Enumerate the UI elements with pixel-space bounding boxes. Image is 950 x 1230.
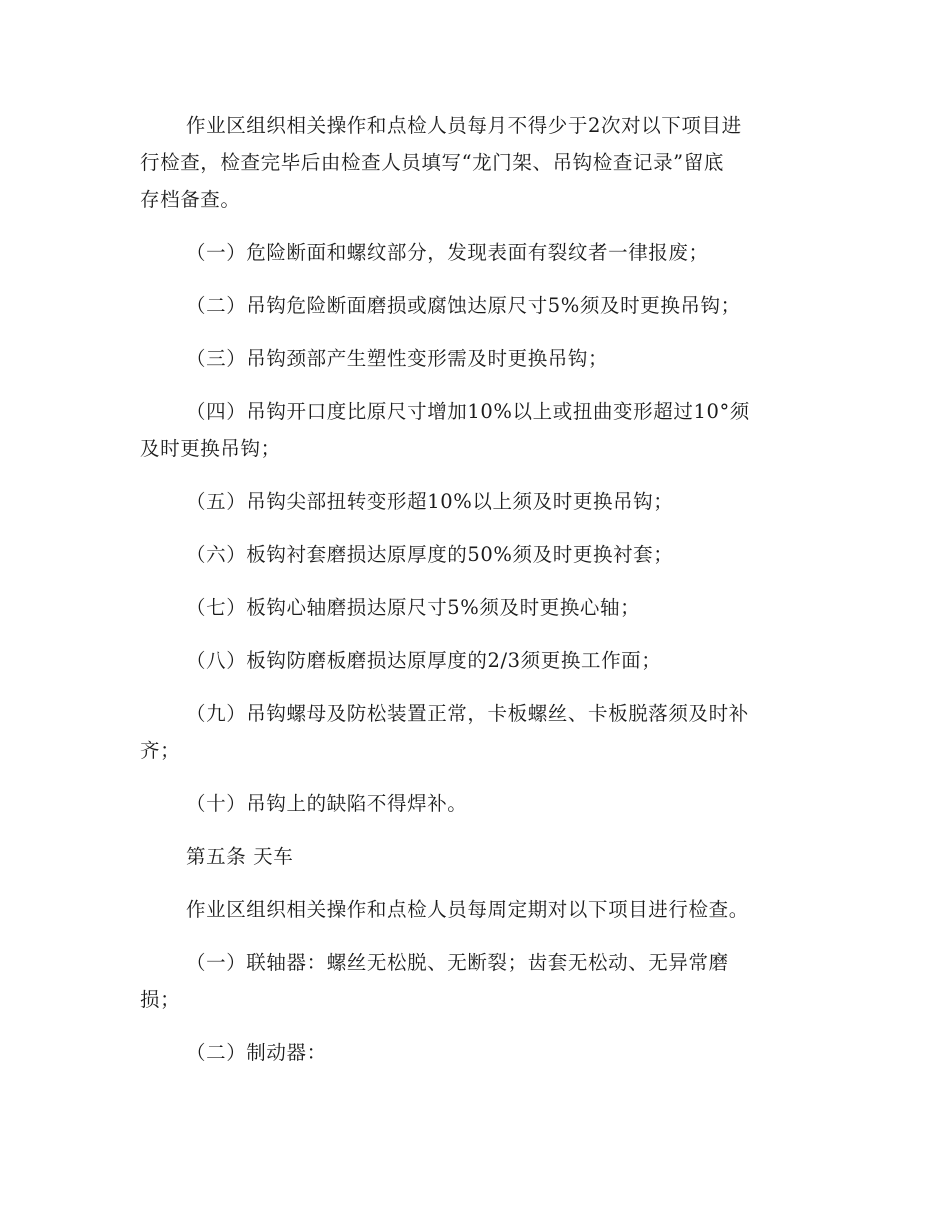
intro-line-1: 作业区组织相关操作和点检人员每月不得少于2次对以下项目进 [186, 114, 742, 137]
section-title: 第五条 天车 [186, 845, 294, 868]
hook-item-4-cont: 及时更换吊钩； [140, 437, 281, 460]
hook-item-9-cont: 齐； [140, 739, 181, 762]
hook-item-5: （五）吊钩尖部扭转变形超10%以上须及时更换吊钩； [186, 490, 674, 513]
section-intro: 作业区组织相关操作和点检人员每周定期对以下项目进行检查。 [186, 898, 749, 921]
hook-item-8: （八）板钩防磨板磨损达原厚度的2/3须更换工作面； [186, 649, 662, 672]
crane-item-1-cont: 损； [140, 988, 181, 1011]
hook-item-4: （四）吊钩开口度比原尺寸增加10%以上或扭曲变形超过10°须 [186, 400, 750, 423]
hook-item-6: （六）板钩衬套磨损达原厚度的50%须及时更换衬套； [186, 543, 674, 566]
hook-item-1: （一）危险断面和螺纹部分，发现表面有裂纹者一律报废； [186, 241, 709, 264]
hook-item-10: （十）吊钩上的缺陷不得焊补。 [186, 792, 468, 815]
intro-line-3: 存档备查。 [140, 188, 241, 211]
hook-item-2: （二）吊钩危险断面磨损或腐蚀达原尺寸5%须及时更换吊钩； [186, 294, 741, 317]
crane-item-1: （一）联轴器：螺丝无松脱、无断裂；齿套无松动、无异常磨 [186, 951, 729, 974]
intro-line-2: 行检查，检查完毕后由检查人员填写“龙门架、吊钩检查记录”留底 [140, 151, 724, 174]
hook-item-3: （三）吊钩颈部产生塑性变形需及时更换吊钩； [186, 347, 609, 370]
crane-item-2: （二）制动器： [186, 1041, 327, 1064]
hook-item-7: （七）板钩心轴磨损达原尺寸5%须及时更换心轴； [186, 596, 641, 619]
hook-item-9: （九）吊钩螺母及防松装置正常，卡板螺丝、卡板脱落须及时补 [186, 702, 749, 725]
